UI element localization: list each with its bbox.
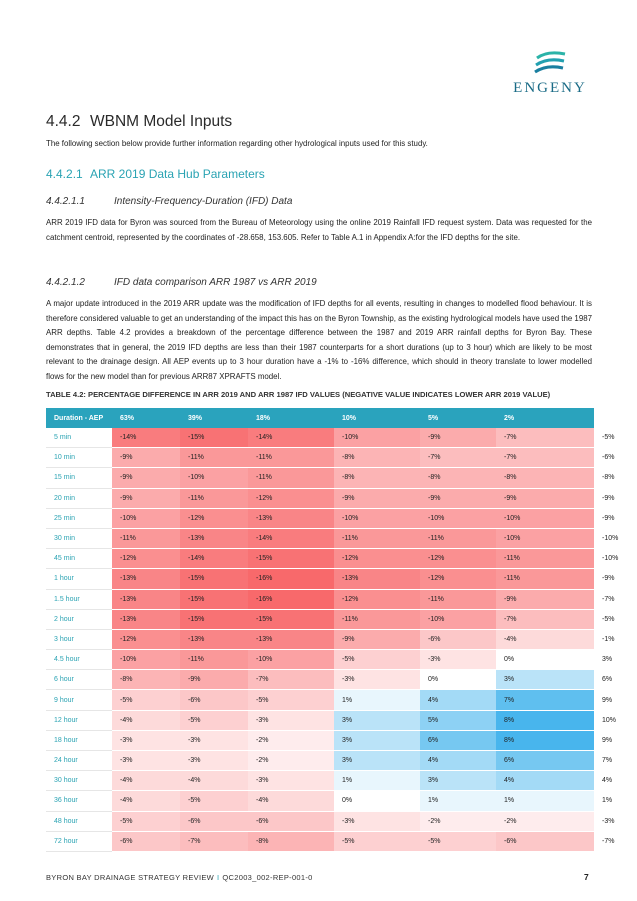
subsection-title: ARR 2019 Data Hub Parameters [90,167,265,181]
duration-cell: 72 hour [46,831,112,851]
value-cell: 1% [420,791,496,811]
value-cell: -6% [248,811,334,831]
value-cell: -9% [420,428,496,448]
value-cell: -7% [496,609,594,629]
value-cell: 4% [420,751,496,771]
value-cell: -16% [248,569,334,589]
value-cell: -4% [112,791,180,811]
value-cell: -10% [112,650,180,670]
footer-title: BYRON BAY DRAINAGE STRATEGY REVIEW [46,873,215,882]
table-header-row: Duration - AEP 63% 39% 18% 10% 5% 2% 1% [46,408,594,428]
table-row: 6 hour -8% -9% -7% -3% 0% 3% 6% [46,670,594,690]
header-aep-63: 63% [112,408,180,428]
value-cell: 3% [496,670,594,690]
header-aep-18: 18% [248,408,334,428]
value-cell: -2% [496,811,594,831]
value-cell: -15% [180,569,248,589]
value-cell: 1% [334,771,420,791]
table-row: 3 hour -12% -13% -13% -9% -6% -4% -1% [46,629,594,649]
value-cell: 4% [420,690,496,710]
value-cell: -15% [180,609,248,629]
value-cell: 3% [334,730,420,750]
value-cell: -12% [334,589,420,609]
value-cell: -15% [248,609,334,629]
footer-separator: I [217,873,220,882]
engeny-wave-icon [533,50,567,78]
value-cell: -7% [420,448,496,468]
duration-cell: 6 hour [46,670,112,690]
value-cell: -10% [248,650,334,670]
value-cell: -5% [248,690,334,710]
duration-cell: 30 hour [46,771,112,791]
page-number: 7 [584,872,589,882]
value-cell: -3% [180,751,248,771]
value-cell: -2% [420,811,496,831]
ifd-difference-table [46,408,619,852]
value-cell: -12% [248,488,334,508]
value-cell: -10% [180,468,248,488]
comparison-heading-number: 4.4.2.1.2 [46,277,85,288]
value-cell: -3% [112,751,180,771]
value-cell: -9% [496,488,594,508]
value-cell: -9% [112,488,180,508]
value-cell: 8% [496,710,594,730]
value-cell: 0% [496,650,594,670]
value-cell: -15% [180,589,248,609]
value-cell: -4% [496,629,594,649]
table-row: 30 min -11% -13% -14% -11% -11% -10% -10% [46,528,594,548]
duration-cell: 4.5 hour [46,650,112,670]
value-cell: 1% [496,791,594,811]
value-cell: -3% [180,730,248,750]
value-cell: -6% [180,690,248,710]
value-cell: -10% [420,609,496,629]
table-row: 15 min -9% -10% -11% -8% -8% -8% -8% [46,468,594,488]
duration-cell: 18 hour [46,730,112,750]
engeny-logo [510,50,590,100]
duration-cell: 45 min [46,549,112,569]
value-cell: 6% [496,751,594,771]
footer-reference: QC2003_002-REP-001-0 [222,873,313,882]
table-row: 9 hour -5% -6% -5% 1% 4% 7% 9% [46,690,594,710]
value-cell: -9% [496,589,594,609]
table-row: 36 hour -4% -5% -4% 0% 1% 1% 1% [46,791,594,811]
table-row: 24 hour -3% -3% -2% 3% 4% 6% 7% [46,751,594,771]
value-cell: -11% [112,528,180,548]
value-cell: -13% [112,609,180,629]
value-cell: -5% [112,690,180,710]
value-cell: -10% [496,508,594,528]
value-cell: -8% [248,831,334,851]
value-cell: -13% [248,508,334,528]
table-caption: TABLE 4.2: PERCENTAGE DIFFERENCE IN ARR 2019 AND ARR 1987 IFD VALUES (NEGATIVE VALUE INDICATES LOWER ARR 2019 VALUE) [46,390,551,399]
value-cell: -11% [496,569,594,589]
value-cell: -7% [496,428,594,448]
value-cell: -6% [180,811,248,831]
logo-text: ENGENY [513,80,587,96]
table-row: 30 hour -4% -4% -3% 1% 3% 4% 4% [46,771,594,791]
value-cell: -9% [180,670,248,690]
value-cell: -8% [420,468,496,488]
value-cell: -8% [334,448,420,468]
value-cell: -2% [248,751,334,771]
header-aep-39: 39% [180,408,248,428]
value-cell: -3% [334,811,420,831]
value-cell: 0% [420,670,496,690]
value-cell: -3% [334,670,420,690]
value-cell: -16% [248,589,334,609]
value-cell: -5% [180,791,248,811]
value-cell: -12% [420,549,496,569]
value-cell: -7% [496,448,594,468]
value-cell: -13% [112,569,180,589]
value-cell: -4% [112,710,180,730]
duration-cell: 1.5 hour [46,589,112,609]
value-cell: -4% [248,791,334,811]
value-cell: -12% [334,549,420,569]
value-cell: -13% [248,629,334,649]
value-cell: -6% [496,831,594,851]
value-cell: 6% [420,730,496,750]
table-row: 1.5 hour -13% -15% -16% -12% -11% -9% -7% [46,589,594,609]
table-row: 4.5 hour -10% -11% -10% -5% -3% 0% 3% [46,650,594,670]
table-row: 25 min -10% -12% -13% -10% -10% -10% -9% [46,508,594,528]
table-row: 1 hour -13% -15% -16% -13% -12% -11% -9% [46,569,594,589]
table-row: 72 hour -6% -7% -8% -5% -5% -6% -7% [46,831,594,851]
value-cell: -14% [248,528,334,548]
duration-cell: 48 hour [46,811,112,831]
value-cell: 1% [334,690,420,710]
section-number: 4.4.2 [46,113,81,130]
duration-cell: 12 hour [46,710,112,730]
ifd-heading [46,196,292,207]
table-row: 10 min -9% -11% -11% -8% -7% -7% -6% [46,448,594,468]
value-cell: -10% [420,508,496,528]
duration-cell: 20 min [46,488,112,508]
value-cell: -13% [180,528,248,548]
value-cell: -8% [334,468,420,488]
value-cell: -13% [180,629,248,649]
table-body [46,428,619,851]
header-duration-aep: Duration - AEP [46,408,112,428]
table-row: 12 hour -4% -5% -3% 3% 5% 8% 10% [46,710,594,730]
value-cell: -12% [112,629,180,649]
value-cell: -11% [180,650,248,670]
value-cell: 7% [496,690,594,710]
table-row: 18 hour -3% -3% -2% 3% 6% 8% 9% [46,730,594,750]
duration-cell: 15 min [46,468,112,488]
value-cell: 3% [334,710,420,730]
ifd-heading-number: 4.4.2.1.1 [46,196,85,207]
value-cell: -9% [334,488,420,508]
value-cell: -3% [112,730,180,750]
value-cell: -11% [180,448,248,468]
value-cell: -3% [420,650,496,670]
duration-cell: 10 min [46,448,112,468]
duration-cell: 1 hour [46,569,112,589]
section-title: WBNM Model Inputs [90,113,233,130]
value-cell: -11% [334,528,420,548]
value-cell: -11% [248,448,334,468]
subsection-number: 4.4.2.1 [46,167,83,181]
value-cell: -14% [180,549,248,569]
value-cell: -12% [420,569,496,589]
value-cell: -8% [112,670,180,690]
value-cell: -11% [248,468,334,488]
duration-cell: 3 hour [46,629,112,649]
value-cell: -12% [112,549,180,569]
value-cell: -10% [334,508,420,528]
header-aep-2: 2% [496,408,594,428]
value-cell: -11% [334,609,420,629]
duration-cell: 24 hour [46,751,112,771]
duration-cell: 25 min [46,508,112,528]
comparison-paragraph: A major update introduced in the 2019 ARR update was the modification of IFD depths for all events, resulting in changes to modelled flood behaviour. It is therefore considered valuable to get an understanding of the impact this has on the Byron Township, as the existing hydrological models have used the 1987 ARR depths. Table 4.2 provides a breakdown of the percentage difference between the 1987 and 2019 ARR rainfall depths for Byron Bay. These demonstrates that in general, the 2019 IFD depths are less than their 1987 counterparts for a short durations (up to 3 hour) which are likely to be most relevant to the drainage design. All AEP events up to 3 hour duration have a -1% to -16% difference, which should in theory translate to lower modelled flows for the new model than for previous ARR87 XPRAFTS model. [46,299,592,381]
value-cell: -4% [180,771,248,791]
value-cell: -2% [248,730,334,750]
value-cell: -10% [112,508,180,528]
value-cell: -5% [334,650,420,670]
value-cell: -6% [112,831,180,851]
value-cell: -14% [112,428,180,448]
value-cell: 3% [334,751,420,771]
value-cell: -9% [420,488,496,508]
value-cell: 8% [496,730,594,750]
value-cell: -14% [248,428,334,448]
value-cell: -11% [180,488,248,508]
value-cell: -5% [180,710,248,730]
table-row: 5 min -14% -15% -14% -10% -9% -7% -5% [46,428,594,448]
value-cell: -13% [112,589,180,609]
duration-cell: 9 hour [46,690,112,710]
comparison-heading-title: IFD data comparison ARR 1987 vs ARR 2019 [114,277,317,288]
value-cell: 3% [420,771,496,791]
value-cell: 5% [420,710,496,730]
value-cell: -7% [180,831,248,851]
ifd-paragraph: ARR 2019 IFD data for Byron was sourced from the Bureau of Meteorology using the online 2019 Rainfall IFD request system. Data was requested for the catchment centroid, represented by the coordinates of -28.658, 153.605. Refer to Table A.1 in Appendix A:for the IFD depths for the site. [46,218,592,242]
value-cell: -5% [112,811,180,831]
comparison-heading [46,277,317,288]
duration-cell: 2 hour [46,609,112,629]
value-cell: 0% [334,791,420,811]
value-cell: -8% [496,468,594,488]
value-cell: -7% [248,670,334,690]
header-aep-10: 10% [334,408,420,428]
value-cell: -15% [248,549,334,569]
value-cell: -5% [334,831,420,851]
table-row: 48 hour -5% -6% -6% -3% -2% -2% -3% [46,811,594,831]
value-cell: -6% [420,629,496,649]
value-cell: -12% [180,508,248,528]
value-cell: -13% [334,569,420,589]
value-cell: -3% [248,771,334,791]
value-cell: -15% [180,428,248,448]
value-cell: -10% [334,428,420,448]
value-cell: -11% [420,589,496,609]
value-cell: -3% [248,710,334,730]
duration-cell: 30 min [46,528,112,548]
duration-cell: 36 hour [46,791,112,811]
value-cell: -5% [420,831,496,851]
section-heading [46,113,232,131]
table-row: 45 min -12% -14% -15% -12% -12% -11% -10% [46,549,594,569]
value-cell: -4% [112,771,180,791]
value-cell: 4% [496,771,594,791]
section-intro: The following section below provide further information regarding other hydrological inputs used for this study. [46,139,428,148]
value-cell: -9% [112,468,180,488]
value-cell: -10% [496,528,594,548]
subsection-heading [46,167,265,181]
value-cell: -9% [334,629,420,649]
header-aep-5: 5% [420,408,496,428]
value-cell: -11% [420,528,496,548]
table-row: 20 min -9% -11% -12% -9% -9% -9% -9% [46,488,594,508]
value-cell: -9% [112,448,180,468]
ifd-heading-title: Intensity-Frequency-Duration (IFD) Data [114,196,293,207]
table-row: 2 hour -13% -15% -15% -11% -10% -7% -5% [46,609,594,629]
footer [46,873,313,882]
value-cell: -11% [496,549,594,569]
duration-cell: 5 min [46,428,112,448]
